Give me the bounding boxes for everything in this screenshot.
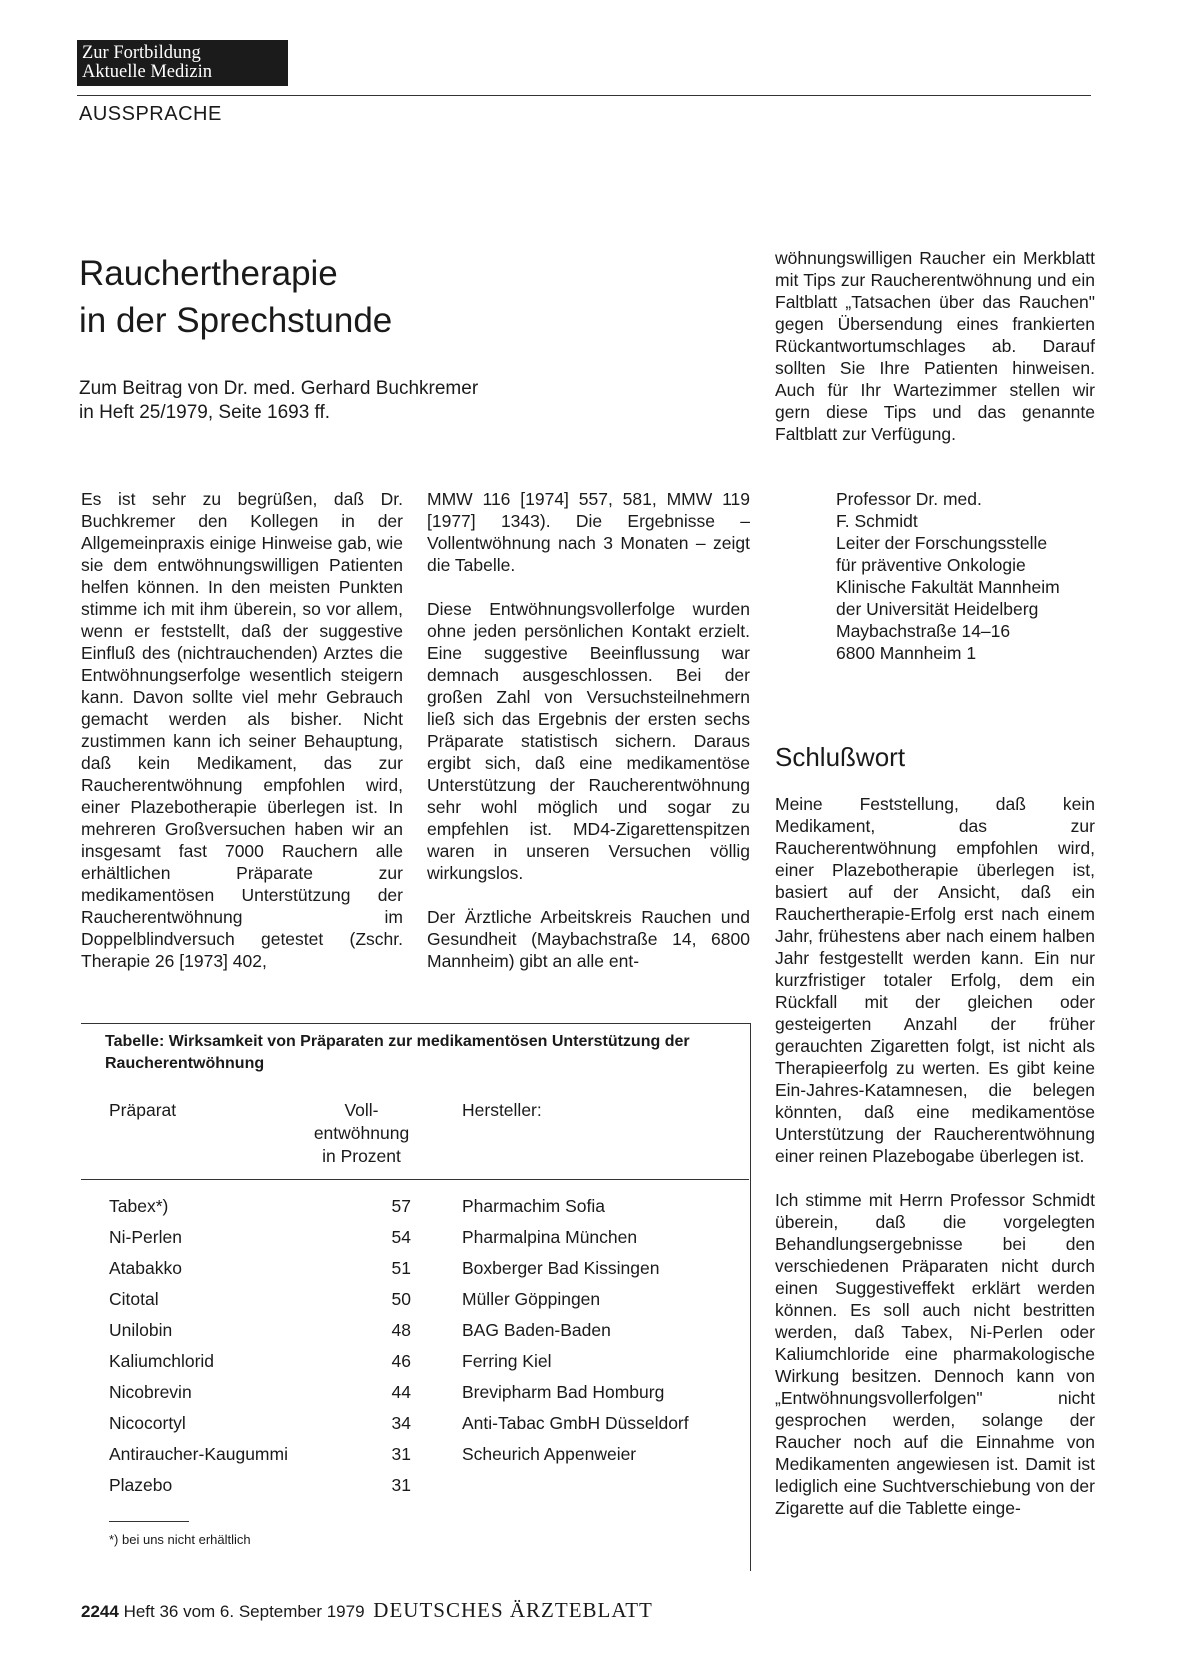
cell-percent: 46 <box>391 1351 411 1371</box>
cell-percent: 51 <box>391 1258 411 1278</box>
cell-maker: Scheurich Appenweier <box>462 1444 637 1464</box>
cell-percent: 31 <box>391 1444 411 1464</box>
letter-column-3 <box>775 247 1095 445</box>
cell-percent: 54 <box>391 1227 411 1247</box>
cell-percent: 57 <box>391 1196 411 1216</box>
cell-product: Antiraucher-Kaugummi <box>109 1444 288 1464</box>
footnote-rule <box>109 1521 189 1522</box>
cell-percent: 34 <box>391 1413 411 1433</box>
cell-product: Nicobrevin <box>109 1382 192 1402</box>
table-header-rule <box>81 1179 749 1180</box>
header-line: entwöhnung <box>313 1123 410 1143</box>
letter-paragraph: MMW 116 [1974] 557, 581, MMW 119 [1977] 1343). Die Ergebnisse – Vollentwöhnung nach 3 Monaten – zeigt die Tabelle. <box>427 489 750 575</box>
letter-column-2 <box>427 488 750 972</box>
letter-paragraph: wöhnungswilligen Raucher ein Merkblatt mit Tips zur Raucherentwöhnung und ein Faltblatt „Tatsachen über das Rauchen" gegen Übersendung eines frankierten Rückantwortumschlages ab. Darauf sollten Sie Ihre Patienten hinweisen. Auch für Ihr Wartezimmer stellen wir gern diese Tips und das genannte Faltblatt zur Verfügung. <box>775 248 1095 444</box>
article-subtitle <box>79 377 478 425</box>
article-title <box>79 250 392 344</box>
page-footer <box>81 1598 653 1623</box>
signature-line: 6800 Mannheim 1 <box>836 643 977 663</box>
cell-product: Unilobin <box>109 1320 173 1340</box>
badge-line-1: Zur Fortbildung <box>82 43 201 63</box>
issue-info: Heft 36 vom 6. September 1979 <box>123 1602 365 1621</box>
signature-line: Leiter der Forschungsstelle <box>836 533 1048 553</box>
cell-maker: Brevipharm Bad Homburg <box>462 1382 665 1402</box>
cell-percent: 48 <box>391 1320 411 1340</box>
signature-line: F. Schmidt <box>836 511 918 531</box>
title-line-2: in der Sprechstunde <box>79 301 393 340</box>
cell-maker: Boxberger Bad Kissingen <box>462 1258 660 1278</box>
cell-product: Citotal <box>109 1289 159 1309</box>
table-row <box>81 1444 749 1477</box>
letter-paragraph: Der Ärztliche Arbeitskreis Rauchen und Gesundheit (Maybachstraße 14, 6800 Mannheim) gibt an alle ent- <box>427 907 750 971</box>
signature-block <box>836 488 1098 664</box>
table-row <box>81 1351 749 1384</box>
cell-percent: 44 <box>391 1382 411 1402</box>
reply-column <box>775 793 1095 1519</box>
subtitle-line-2: in Heft 25/1979, Seite 1693 ff. <box>79 402 331 423</box>
cell-product: Nicocortyl <box>109 1413 186 1433</box>
section-badge <box>77 40 288 86</box>
letter-paragraph: Es ist sehr zu begrüßen, daß Dr. Buchkremer den Kollegen in der Allgemeinpraxis einige Hinweise gab, wie sie dem entwöhnungswilligen Patienten helfen können. In den meisten Punkten stimme ich mit ihm überein, so vor allem, wenn er feststellt, daß der suggestive Einfluß des (nichtrauchenden) Arztes die Entwöhnungserfolge wesentlich steigern kann. Davon sollte viel mehr Gebrauch gemacht werden als bisher. Nicht zustimmen kann ich seiner Behauptung, daß kein Medikament, das zur Raucherentwöhnung empfohlen wird, einer Plazebotherapie überlegen ist. In mehreren Großversuchen haben wir an insgesamt fast 7000 Rauchern alle erhältlichen Präparate zur medikamentösen Unterstützung der Raucherentwöhnung im Doppelblindversuch getestet (Zschr. Therapie 26 [1973] 402, <box>81 489 403 971</box>
table-row <box>81 1227 749 1260</box>
table-row <box>81 1258 749 1291</box>
signature-line: Maybachstraße 14–16 <box>836 621 1011 641</box>
cell-maker: Ferring Kiel <box>462 1351 552 1371</box>
table-header-product: Präparat <box>109 1100 177 1120</box>
subtitle-line-1: Zum Beitrag von Dr. med. Gerhard Buchkremer <box>79 378 479 399</box>
cell-maker: Pharmalpina München <box>462 1227 638 1247</box>
table-header-percent <box>299 1099 424 1168</box>
cell-product: Kaliumchlorid <box>109 1351 215 1371</box>
header-line: in Prozent <box>322 1146 401 1166</box>
letter-column-1 <box>81 488 403 972</box>
cell-product: Atabakko <box>109 1258 182 1278</box>
table-row <box>81 1475 749 1508</box>
section-label: AUSSPRACHE <box>79 103 222 125</box>
header-line: Voll- <box>344 1100 379 1120</box>
cell-product: Ni-Perlen <box>109 1227 182 1247</box>
table-row <box>81 1320 749 1353</box>
top-rule <box>77 95 1091 96</box>
magazine-name: DEUTSCHES ÄRZTEBLATT <box>373 1598 653 1622</box>
letter-paragraph: Diese Entwöhnungsvollerfolge wurden ohne jeden persönlichen Kontakt erzielt. Eine suggestive Beeinflussung war demnach ausgeschlossen. Bei der großen Zahl von Versuchsteilnehmern ließ sich das Ergebnis der ersten sechs Präparate statistisch sichern. Daraus ergibt sich, daß eine medikamentöse Unterstützung der Raucherentwöhnung sehr wohl möglich und sogar zu empfehlen ist. MD4-Zigarettenspitzen waren in unseren Versuchen völlig wirkungslos. <box>427 599 750 883</box>
cell-product: Tabex*) <box>109 1196 169 1216</box>
signature-line: Professor Dr. med. <box>836 489 982 509</box>
signature-line: für präventive Onkologie <box>836 555 1026 575</box>
cell-maker: BAG Baden-Baden <box>462 1320 611 1340</box>
cell-product: Plazebo <box>109 1475 173 1495</box>
table-row <box>81 1382 749 1415</box>
page-number: 2244 <box>81 1602 119 1621</box>
table-row <box>81 1289 749 1322</box>
results-table <box>81 1023 751 1571</box>
reply-heading: Schlußwort <box>775 742 906 772</box>
cell-percent: 31 <box>391 1475 411 1495</box>
cell-maker: Anti-Tabac GmbH Düsseldorf <box>462 1413 689 1433</box>
table-row <box>81 1196 749 1229</box>
signature-line: Klinische Fakultät Mannheim <box>836 577 1060 597</box>
cell-percent: 50 <box>391 1289 411 1309</box>
title-line-1: Rauchertherapie <box>79 254 338 293</box>
table-row <box>81 1413 749 1446</box>
badge-line-2: Aktuelle Medizin <box>82 62 212 82</box>
signature-line: der Universität Heidelberg <box>836 599 1039 619</box>
reply-paragraph: Ich stimme mit Herrn Professor Schmidt überein, daß die vorgelegten Behandlungsergebnisse bei den verschiedenen Präparaten nicht durch einen Suggestiveffekt erklärt werden können. Es soll auch nicht bestritten werden, daß Tabex, Ni-Perlen oder Kaliumchloride eine pharmakologische Wirkung besitzen. Dennoch kann von „Entwöhnungsvollerfolgen" nicht gesprochen werden, solange der Raucher noch auf die Einnahme von Medikamenten angewiesen ist. Damit ist lediglich eine Suchtverschiebung von der Zigarette auf die Tablette einge- <box>775 1190 1095 1518</box>
table-footnote: *) bei uns nicht erhältlich <box>109 1532 251 1547</box>
table-header-maker: Hersteller: <box>462 1100 542 1120</box>
cell-maker: Müller Göppingen <box>462 1289 601 1309</box>
cell-maker: Pharmachim Sofia <box>462 1196 605 1216</box>
reply-paragraph: Meine Feststellung, daß kein Medikament, das zur Raucherentwöhnung empfohlen wird, einer Plazebotherapie überlegen ist, basiert auf der Ansicht, daß ein Rauchertherapie-Erfolg erst nach einem Jahr, frühestens aber nach einem halben Jahr festgestellt werden kann. Ein nur kurzfristiger totaler Erfolg, dem ein Rückfall mit der gleichen oder gesteigerten Anzahl der früher gerauchten Zigaretten folgt, ist nicht als Therapieerfolg zu werten. Es gibt keine Ein-Jahres-Katamnesen, die belegen könnten, daß eine medikamentöse Unterstützung der Raucherentwöhnung einer reinen Plazebogabe überlegen ist. <box>775 794 1095 1166</box>
table-caption: Tabelle: Wirksamkeit von Präparaten zur medikamentösen Unterstützung der Raucherentwöhnung <box>105 1033 690 1072</box>
